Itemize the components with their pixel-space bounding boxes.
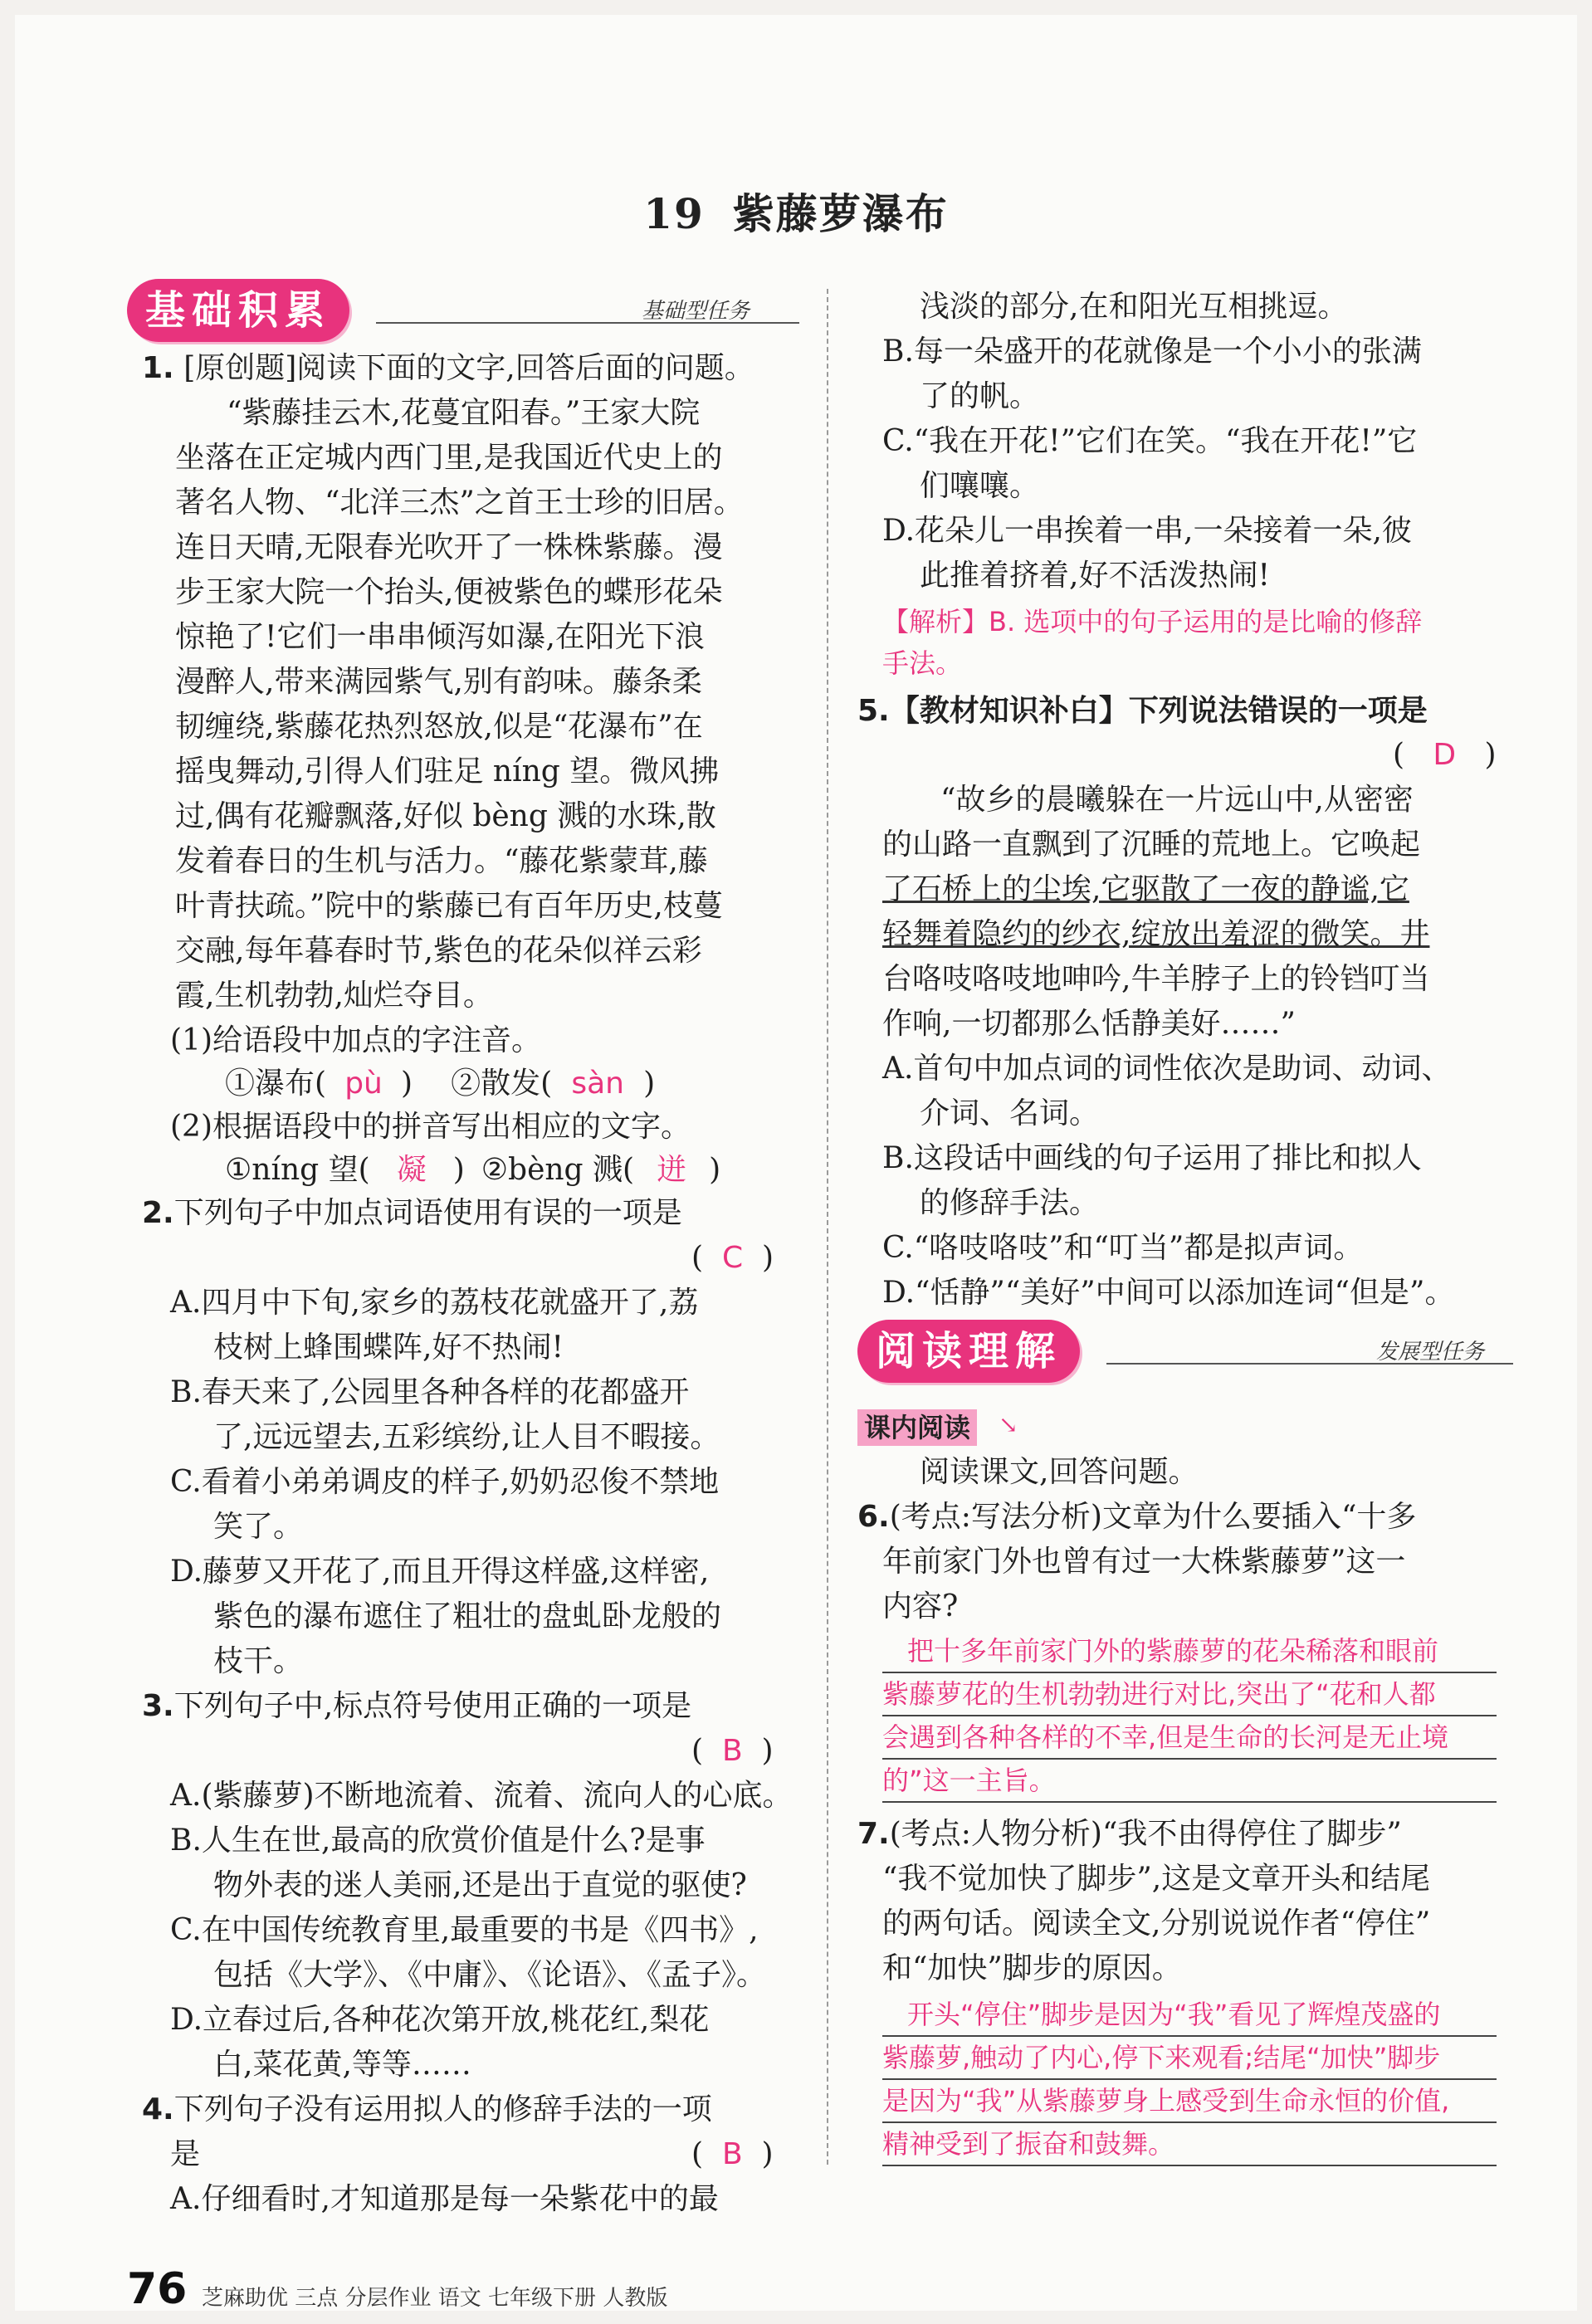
q7-stem: 7.(考点:人物分析)“我不由得停住了脚步” — [857, 1817, 1402, 1851]
q5-passage-line: “故乡的晨曦躲在一片远山中,从密密 — [940, 783, 1414, 817]
q2-option: 紫色的瀑布遮住了粗壮的盘虬卧龙般的 — [213, 1599, 722, 1633]
q6-stem-line: 年前家门外也曾有过一大株紫藤萝”这一 — [882, 1545, 1406, 1579]
q5-option: D.“恬静”“美好”中间可以添加连词“但是”。 — [882, 1276, 1455, 1310]
q1-answer: sàn — [571, 1067, 624, 1101]
q2-stem: 2.下列句子中加点词语使用有误的一项是 — [142, 1196, 682, 1230]
section-basic-tag: 基础型任务 — [642, 299, 750, 324]
q4-option: 此推着挤着,好不活泼热闹! — [920, 559, 1270, 593]
q5-passage-line: 台咯吱咯吱地呻吟,牛羊脖子上的铃铛叮当 — [882, 962, 1430, 996]
q3-stem: 3.下列句子中,标点符号使用正确的一项是 — [142, 1689, 692, 1723]
q4-option: 了的帆。 — [920, 379, 1040, 413]
q5-option: C.“咯吱咯吱”和“叮当”都是拟声词。 — [882, 1231, 1364, 1265]
q3-option: 包括《大学》、《中庸》、《论语》、《孟子》。 — [213, 1958, 767, 1992]
q3-answer: B — [721, 1734, 743, 1768]
q1-passage-line: 韧缠绕,紫藤花热烈怒放,似是“花瀑布”在 — [175, 710, 703, 744]
q1-sub2-items: ①níng 望( 凝 ) ②bèng 溅( 迸 ) — [225, 1149, 720, 1192]
q1-passage-line: 漫醉人,带来满园紫气,别有韵味。藤条柔 — [175, 665, 702, 699]
footer-publication: 芝麻助优 三点 分层作业 语文 七年级下册 人教版 — [202, 2286, 668, 2311]
q5-option: 介词、名词。 — [920, 1096, 1100, 1130]
q1-sub1-items: ①瀑布( pù ) ②散发( sàn ) — [225, 1062, 655, 1106]
q1-passage-line: “紫藤挂云木,花蔓宜阳春。”王家大院 — [227, 396, 701, 430]
section-reading-label: 阅读理解 — [857, 1320, 1080, 1383]
q6-answer-line: 紫藤萝花的生机勃勃进行对比,突出了“花和人都 — [882, 1673, 1497, 1716]
q1-passage-line: 霞,生机勃勃,灿烂夺目。 — [175, 979, 493, 1013]
q5-answer: D — [1433, 738, 1457, 772]
textbook-page — [15, 15, 1577, 2314]
q6-stem: 6.(考点:写法分析)文章为什么要插入“十多 — [857, 1500, 1417, 1534]
q3-option: B.人生在世,最高的欣赏价值是什么?是事 — [170, 1824, 706, 1858]
page-number: 76 — [127, 2264, 188, 2314]
q5-passage-line: 作响,一切都那么恬静美好……” — [882, 1007, 1296, 1041]
reading-subhead: 课内阅读 — [857, 1409, 977, 1446]
q1-passage-line: 连日天晴,无限春光吹开了一株株紫藤。漫 — [175, 530, 723, 564]
q1-sub1: (1)给语段中加点的字注音。 — [170, 1023, 541, 1057]
q2-option: C.看着小弟弟调皮的样子,奶奶忍俊不禁地 — [170, 1465, 720, 1499]
q4-option: B.每一朵盛开的花就像是一个小小的张满 — [882, 334, 1422, 369]
q2-option: 了,远远望去,五彩缤纷,让人目不暇接。 — [213, 1420, 720, 1454]
reading-intro: 阅读课文,回答问题。 — [920, 1455, 1199, 1489]
arrow-icon: ↘ — [999, 1411, 1018, 1438]
q5-option: A.首句中加点词的词性依次是助词、动词、 — [882, 1052, 1452, 1086]
q3-option: 白,菜花黄,等等…… — [213, 2048, 471, 2082]
q2-option: 枝干。 — [213, 1644, 304, 1678]
q2-answer: C — [721, 1241, 744, 1275]
q5-passage-line: 轻舞着隐约的纱衣,绽放出羞涩的微笑。井 — [882, 917, 1430, 951]
q6-answer-line: 会遇到各种各样的不幸,但是生命的长河是无止境 — [882, 1716, 1497, 1760]
section-reading-header — [857, 1320, 1521, 1384]
q6-answer-line: 的”这一主旨。 — [882, 1760, 1497, 1803]
q5-passage-line: 的山路一直飘到了沉睡的荒地上。它唤起 — [882, 828, 1421, 862]
q1-answer: 凝 — [396, 1153, 427, 1187]
lesson-name: 紫藤萝瀑布 — [732, 190, 949, 238]
q7-stem-line: 的两句话。阅读全文,分别说说作者“停住” — [882, 1907, 1431, 1941]
q1-passage-line: 摇曳舞动,引得人们驻足 níng 望。微风拂 — [175, 754, 720, 788]
q7-stem-line: 和“加快”脚步的原因。 — [882, 1951, 1182, 1985]
q3-answer-box: ( B ) — [691, 1734, 774, 1768]
q1-passage-line: 叶青扶疏。”院中的紫藤已有百年历史,枝蔓 — [175, 889, 723, 923]
lesson-title — [15, 181, 1577, 241]
q3-option: A.(紫藤萝)不断地流着、流着、流向人的心底。 — [170, 1779, 793, 1813]
q2-option: D.藤萝又开花了,而且开得这样盛,这样密, — [170, 1555, 710, 1589]
q3-option: 物外表的迷人美丽,还是出于直觉的驱使? — [213, 1868, 747, 1902]
q3-option: D.立春过后,各种花次第开放,桃花红,梨花 — [170, 2003, 710, 2037]
q2-option: A.四月中下旬,家乡的荔枝花就盛开了,荔 — [170, 1286, 699, 1320]
q4-option: C.“我在开花!”它们在笑。“我在开花!”它 — [882, 424, 1418, 458]
q1-answer: 迸 — [657, 1153, 687, 1187]
q4-stem-cont: 是 — [170, 2137, 201, 2171]
q6-stem-line: 内容? — [882, 1589, 959, 1623]
q1-sub2: (2)根据语段中的拼音写出相应的文字。 — [170, 1110, 691, 1144]
q1-answer: pù — [344, 1067, 383, 1101]
q1-passage-line: 著名人物、“北洋三杰”之首王士珍的旧居。 — [175, 486, 744, 520]
q7-answer-line: 是因为“我”从紫藤萝身上感受到生命永恒的价值, — [882, 2080, 1497, 2123]
q7-stem-line: “我不觉加快了脚步”,这是文章开头和结尾 — [882, 1862, 1431, 1896]
q4-option: D.花朵儿一串挨着一串,一朵接着一朵,彼 — [882, 514, 1412, 548]
q1-passage-line: 发着春日的生机与活力。“藤花紫蒙茸,藤 — [175, 844, 708, 878]
lesson-number: 19 — [643, 189, 705, 238]
q5-option: 的修辞手法。 — [920, 1186, 1100, 1220]
q1-passage-line: 交融,每年暮春时节,紫色的花朵似祥云彩 — [175, 934, 702, 968]
section-basic-header — [127, 279, 806, 344]
q2-answer-box: ( C ) — [691, 1241, 774, 1275]
q7-answer-line: 开头“停住”脚步是因为“我”看见了辉煌茂盛的 — [882, 1994, 1497, 2037]
q4-option: 浅淡的部分,在和阳光互相挑逗。 — [920, 290, 1348, 324]
q4-option: 们嚷嚷。 — [920, 469, 1040, 503]
q5-answer-box: ( D ) — [1393, 738, 1497, 772]
q2-option: 枝树上蜂围蝶阵,好不热闹! — [213, 1330, 564, 1365]
q2-option: 笑了。 — [213, 1510, 304, 1544]
q4-analysis: 【解析】B. 选项中的句子运用的是比喻的修辞 — [882, 606, 1423, 637]
q5-stem: 5.【教材知识补白】下列说法错误的一项是 — [857, 693, 1428, 728]
q1-passage-line: 惊艳了!它们一串串倾泻如瀑,在阳光下浪 — [175, 620, 705, 654]
q4-analysis: 手法。 — [882, 647, 963, 679]
q1-stem: 1. [原创题]阅读下面的文字,回答后面的问题。 — [142, 351, 754, 385]
q3-option: C.在中国传统教育里,最重要的书是《四书》, — [170, 1913, 759, 1947]
q7-answer-line: 紫藤萝,触动了内心,停下来观看;结尾“加快”脚步 — [882, 2037, 1497, 2080]
q1-passage-line: 坐落在正定城内西门里,是我国近代史上的 — [175, 441, 723, 475]
q1-passage-line: 过,偶有花瓣飘落,好似 bèng 溅的水珠,散 — [175, 799, 716, 833]
section-basic-label: 基础积累 — [127, 279, 349, 342]
q5-passage-line: 了石桥上的尘埃,它驱散了一夜的静谧,它 — [882, 872, 1409, 906]
q6-answer-line: 把十多年前家门外的紫藤萝的花朵稀落和眼前 — [882, 1630, 1497, 1673]
q4-answer-box: ( B ) — [691, 2137, 774, 2171]
q1-passage-line: 步王家大院一个抬头,便被紫色的蝶形花朵 — [175, 575, 723, 609]
section-reading-tag: 发展型任务 — [1376, 1340, 1485, 1365]
q2-option: B.春天来了,公园里各种各样的花都盛开 — [170, 1375, 690, 1409]
q4-stem: 4.下列句子没有运用拟人的修辞手法的一项 — [142, 2092, 712, 2126]
q4-option: A.仔细看时,才知道那是每一朵紫花中的最 — [170, 2182, 719, 2216]
q7-answer-line: 精神受到了振奋和鼓舞。 — [882, 2123, 1497, 2166]
q4-answer: B — [721, 2137, 743, 2171]
column-divider — [827, 289, 828, 2165]
q5-option: B.这段话中画线的句子运用了排比和拟人 — [882, 1141, 1422, 1175]
